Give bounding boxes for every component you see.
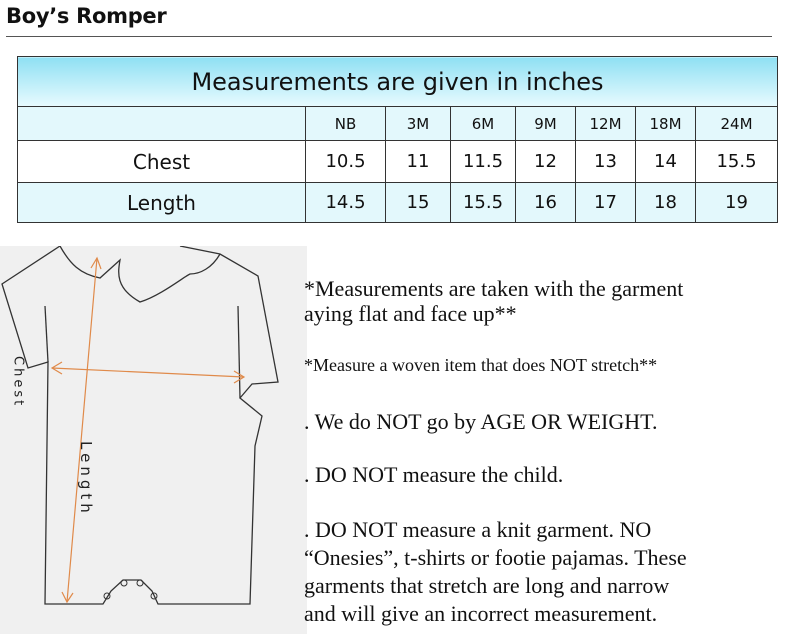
table-cell: 12 [516,141,576,183]
note-line: *Measurements are taken with the garment [304,276,684,301]
page-title: Boy’s Romper [6,4,167,28]
table-title: Measurements are given in inches [18,57,778,107]
table-cell: 10.5 [306,141,386,183]
table-row-length [18,183,778,223]
chest-label: Chest [10,356,26,409]
table-cell: 18 [636,183,696,223]
note-line: and will give an incorrect measurement. [304,601,658,626]
table-cell: 14.5 [306,183,386,223]
sleeve-left-seam [45,306,48,362]
table-cell: 11 [386,141,451,183]
size-header-cell: 9M [516,107,576,141]
collar-left [60,246,220,302]
snap-button [137,580,143,586]
header-blank-cell [18,107,306,141]
chest-arrow [52,362,244,383]
note-knit [304,516,687,628]
snap-button [121,580,127,586]
romper-outline-svg [0,246,307,634]
length-arrow [62,258,101,602]
size-chart-table [17,56,778,223]
row-label: Chest [18,141,306,183]
note-flat [304,276,683,326]
size-header-cell: NB [306,107,386,141]
note-line: aying flat and face up** [304,301,517,326]
table-cell: 17 [576,183,636,223]
title-divider [6,36,772,37]
table-cell: 15.5 [696,141,778,183]
table-cell: 15.5 [451,183,516,223]
note-line: . DO NOT measure a knit garment. NO [304,517,652,542]
size-header-cell: 6M [451,107,516,141]
table-cell: 16 [516,183,576,223]
table-cell: 15 [386,183,451,223]
table-cell: 19 [696,183,778,223]
romper-outline [2,246,278,604]
note-line: “Onesies”, t-shirts or footie pajamas. These [304,545,687,570]
size-header-cell: 24M [696,107,778,141]
table-row-chest [18,141,778,183]
table-cell: 14 [636,141,696,183]
size-header-cell: 3M [386,107,451,141]
sleeve-right-seam [238,306,240,398]
table-cell: 11.5 [451,141,516,183]
size-header-cell: 12M [576,107,636,141]
row-label: Length [18,183,306,223]
table-cell: 13 [576,141,636,183]
size-header-row [18,107,778,141]
note-line: garments that stretch are long and narrow [304,573,670,598]
note-child: . DO NOT measure the child. [304,462,564,487]
romper-diagram [0,246,307,634]
note-woven: *Measure a woven item that does NOT stretch** [304,355,658,375]
length-label: Length [77,441,95,517]
size-header-cell: 18M [636,107,696,141]
note-age-weight: . We do NOT go by AGE OR WEIGHT. [304,409,658,434]
